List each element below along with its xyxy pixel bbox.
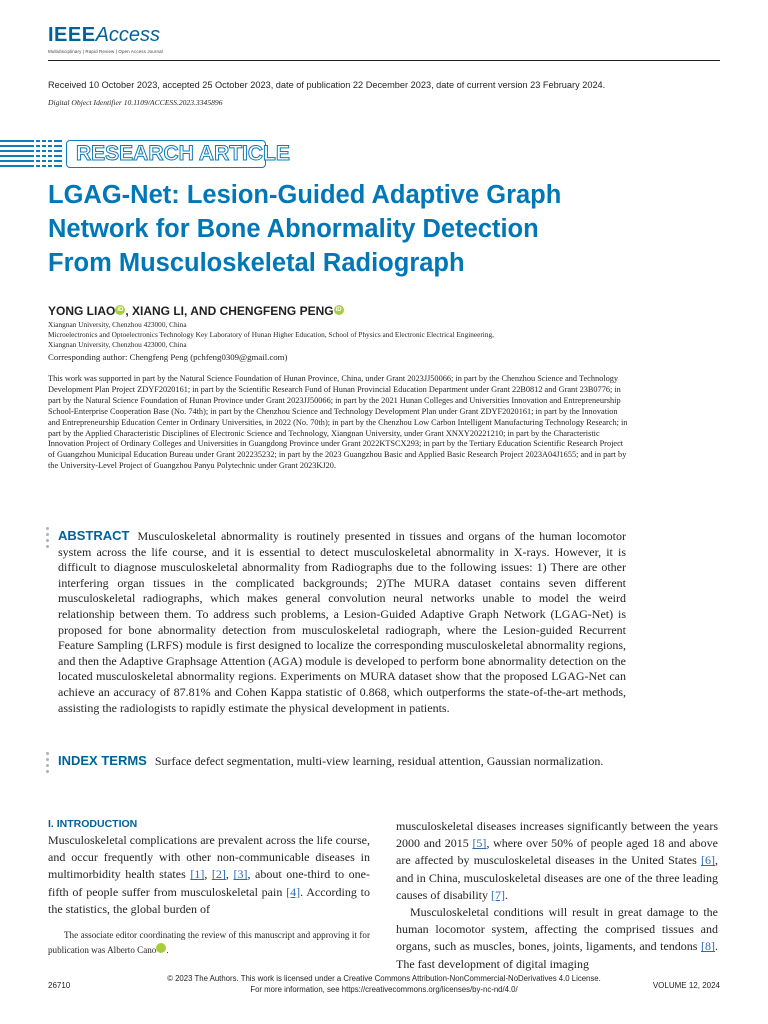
body-text: musculoskeletal diseases increases significantly between the years 2000 and 2015 [396,819,718,851]
doi: Digital Object Identifier 10.1109/ACCESS.2023.3345896 [48,98,223,107]
citation-link[interactable]: [7] [490,887,505,902]
corresponding-author: Corresponding author: Chengfeng Peng (pchfeng0309@gmail.com) [48,352,288,362]
journal-name-italic: Access [95,24,161,46]
abstract-label: ABSTRACT [58,528,130,543]
paragraph [396,818,718,904]
footnote-end: . [166,945,169,955]
paragraph [396,904,718,973]
footnote-text: The associate editor coordinating the review of this manuscript and approving it for publication was Alberto Cano [48,930,370,955]
body-column-left [48,832,370,918]
section-heading: I. INTRODUCTION [48,818,138,830]
index-terms-marker-icon [46,752,50,776]
page-number: 26710 [48,981,71,990]
index-terms-text: Surface defect segmentation, multi-view learning, residual attention, Gaussian normalization. [154,754,604,768]
body-text: . According to the statistics, the global burden of [48,884,370,916]
journal-tagline: Multidisciplinary | Rapid Review | Open Access Journal [48,49,163,54]
affiliation-line: Xiangnan University, Chenzhou 423000, China [48,340,187,349]
author-rest: , XIANG LI, AND CHENGFENG PENG [125,304,334,318]
publication-dates: Received 10 October 2023, accepted 25 October 2023, date of publication 22 December 2023, date of current version 23 February 2024. [48,80,606,90]
affiliations [48,320,648,350]
index-terms-label: INDEX TERMS [58,753,147,768]
abstract-text: Musculoskeletal abnormality is routinely presented in tissues and organs of the human locomotor system across the life course, and it is essential to detect musculoskeletal abnormality in X-rays. However, it is difficult to diagnose musculoskeletal abnormality from Radiographs due to the following issues: 1) There are other interfering organ tissues in the complicated backgrounds; 2)The MURA dataset contains seven different musculoskeletal radiographs, which makes general convolution neural networks unable to model the weird relationship between them. To address such problems, a Lesion-Guided Adaptive Graph Network (LGAG-Net) is proposed for bone abnormality detection from musculoskeletal radiograph, where the Lesion-guided Recurrent Feature Sampling (LRFS) module is first designed to localize the corresponding musculoskeletal abnormality regions, and then the Adaptive Graphsage Attention (AGA) module is developed to perform bone abnormality detection on the located musculoskeletal abnormality regions. Experiments on MURA dataset show that the proposed LGAG-Net can achieve an accuracy of 87.81% and Cohen Kappa statistic of 0.868, which outperforms the state-of-the-art methods, assisting the radiologists to rapidly estimate the physical development in patients. [58,529,626,715]
citation-link[interactable]: [4] [286,884,301,899]
license-line: © 2023 The Authors. This work is licensed under a Creative Commons Attribution-NonCommercial-NoDerivatives 4.0 License. [167,974,601,983]
article-title: LGAG-Net: Lesion-Guided Adaptive Graph Network for Bone Abnormality Detection From Musculoskeletal Radiograph [48,181,562,277]
body-text: , and in China, musculoskeletal diseases are one of the three leading causes of disability [396,853,718,902]
body-text: . The fast development of digital imaging [396,939,718,971]
citation-link[interactable]: [6] [701,853,715,868]
abstract [58,528,626,716]
body-text: , [225,867,234,882]
citation-link[interactable]: [3] [233,867,248,882]
abstract-marker-icon [46,527,50,551]
orcid-icon[interactable]: iD [335,307,342,313]
article-type-stripes-icon [0,138,62,170]
orcid-icon[interactable]: iD [156,943,166,953]
editor-footnote [48,928,370,958]
index-terms [58,753,626,770]
body-text: Musculoskeletal complications are prevalent across the life course, and occur frequently with other non-communicable diseases in multimorbidity health states [48,833,370,882]
funding-statement: This work was supported in part by the Natural Science Foundation of Hunan Province, China, under Grant 2023JJ50066; in part by the Chenzhou Science and Technology Development Plan Project ZDYF2020161; in part by the Scientific Research Fund of Hunan Provincial Education Department under Grant 22B0812 and Grant 23B0776; in part by the Natural Science Foundation of Hunan Province under Grant 2023JJ50066; in part by the 2021 Hunan Colleges and Universities Innovation and Entrepreneurship School-Enterprise Cooperation Base (No. 74th); in part by the Chenzhou Science and Technology Development Plan under Grant ZDYF2020161; in part by the Innovation and Entrepreneurship Education Center in Ordinary Universities, in 2022 (No. 70th); in part by the Chenzhou Low Carbon Intelligent Manufacturing Technology Research; in part by the Applied Characteristic Disciplines of Electronic Science and Technology, Xiangnan University, under Grant XNXY20221210; in part by the Characteristic Innovation Project of Ordinary Colleges and Universities in Guangdong Province under Grant 2022KTSCX293; in part by the Tertiary Education Scientific Research Project of Guangzhou Municipal Education Bureau under Grant 202235232; in part by the 2023 Guangzhou Basic and Applied Basic Research Project 2023A04J1655; and in part by the University-Level Project of Guangzhou Panyu Polytechnic under Grant 2023KJ20. [48,374,628,471]
body-text: , about one-third to one-fifth of people suffer from musculoskeletal pain [48,867,370,899]
citation-link[interactable]: [5] [472,836,487,851]
volume-info: VOLUME 12, 2024 [652,981,720,990]
affiliation-line: Xiangnan University, Chenzhou 423000, China [48,320,187,329]
author-1: YONG LIAO [48,304,116,318]
citation-link[interactable]: [1] [190,867,205,882]
affiliation-line: Microelectronics and Optoelectronics Technology Key Laboratory of Hunan Higher Education, School of Physics and Electronic Electrical Engineering, [48,330,494,339]
body-text: Musculoskeletal conditions will result in great damage to the human locomotor system, affecting the comprised tissues and organs, such as muscles, bones, joints, ligaments, and tendons [396,905,718,954]
citation-link[interactable]: [2] [211,867,226,882]
body-text: . [504,887,508,902]
body-text: , where over 50% of people aged 18 and above are affected by musculoskeletal diseases in the United States [396,836,719,868]
body-column-right [396,818,718,973]
body-text: , [204,867,212,882]
author-list [48,304,344,318]
orcid-icon[interactable]: iD [117,307,124,313]
header-divider [48,60,720,61]
license-link[interactable]: For more information, see https://creativecommons.org/licenses/by-nc-nd/4.0/ [250,985,518,994]
citation-link[interactable]: [8] [701,939,715,954]
journal-name-bold: IEEE [48,24,96,46]
article-type-label: RESEARCH ARTICLE [76,142,290,165]
journal-logo [48,24,163,54]
